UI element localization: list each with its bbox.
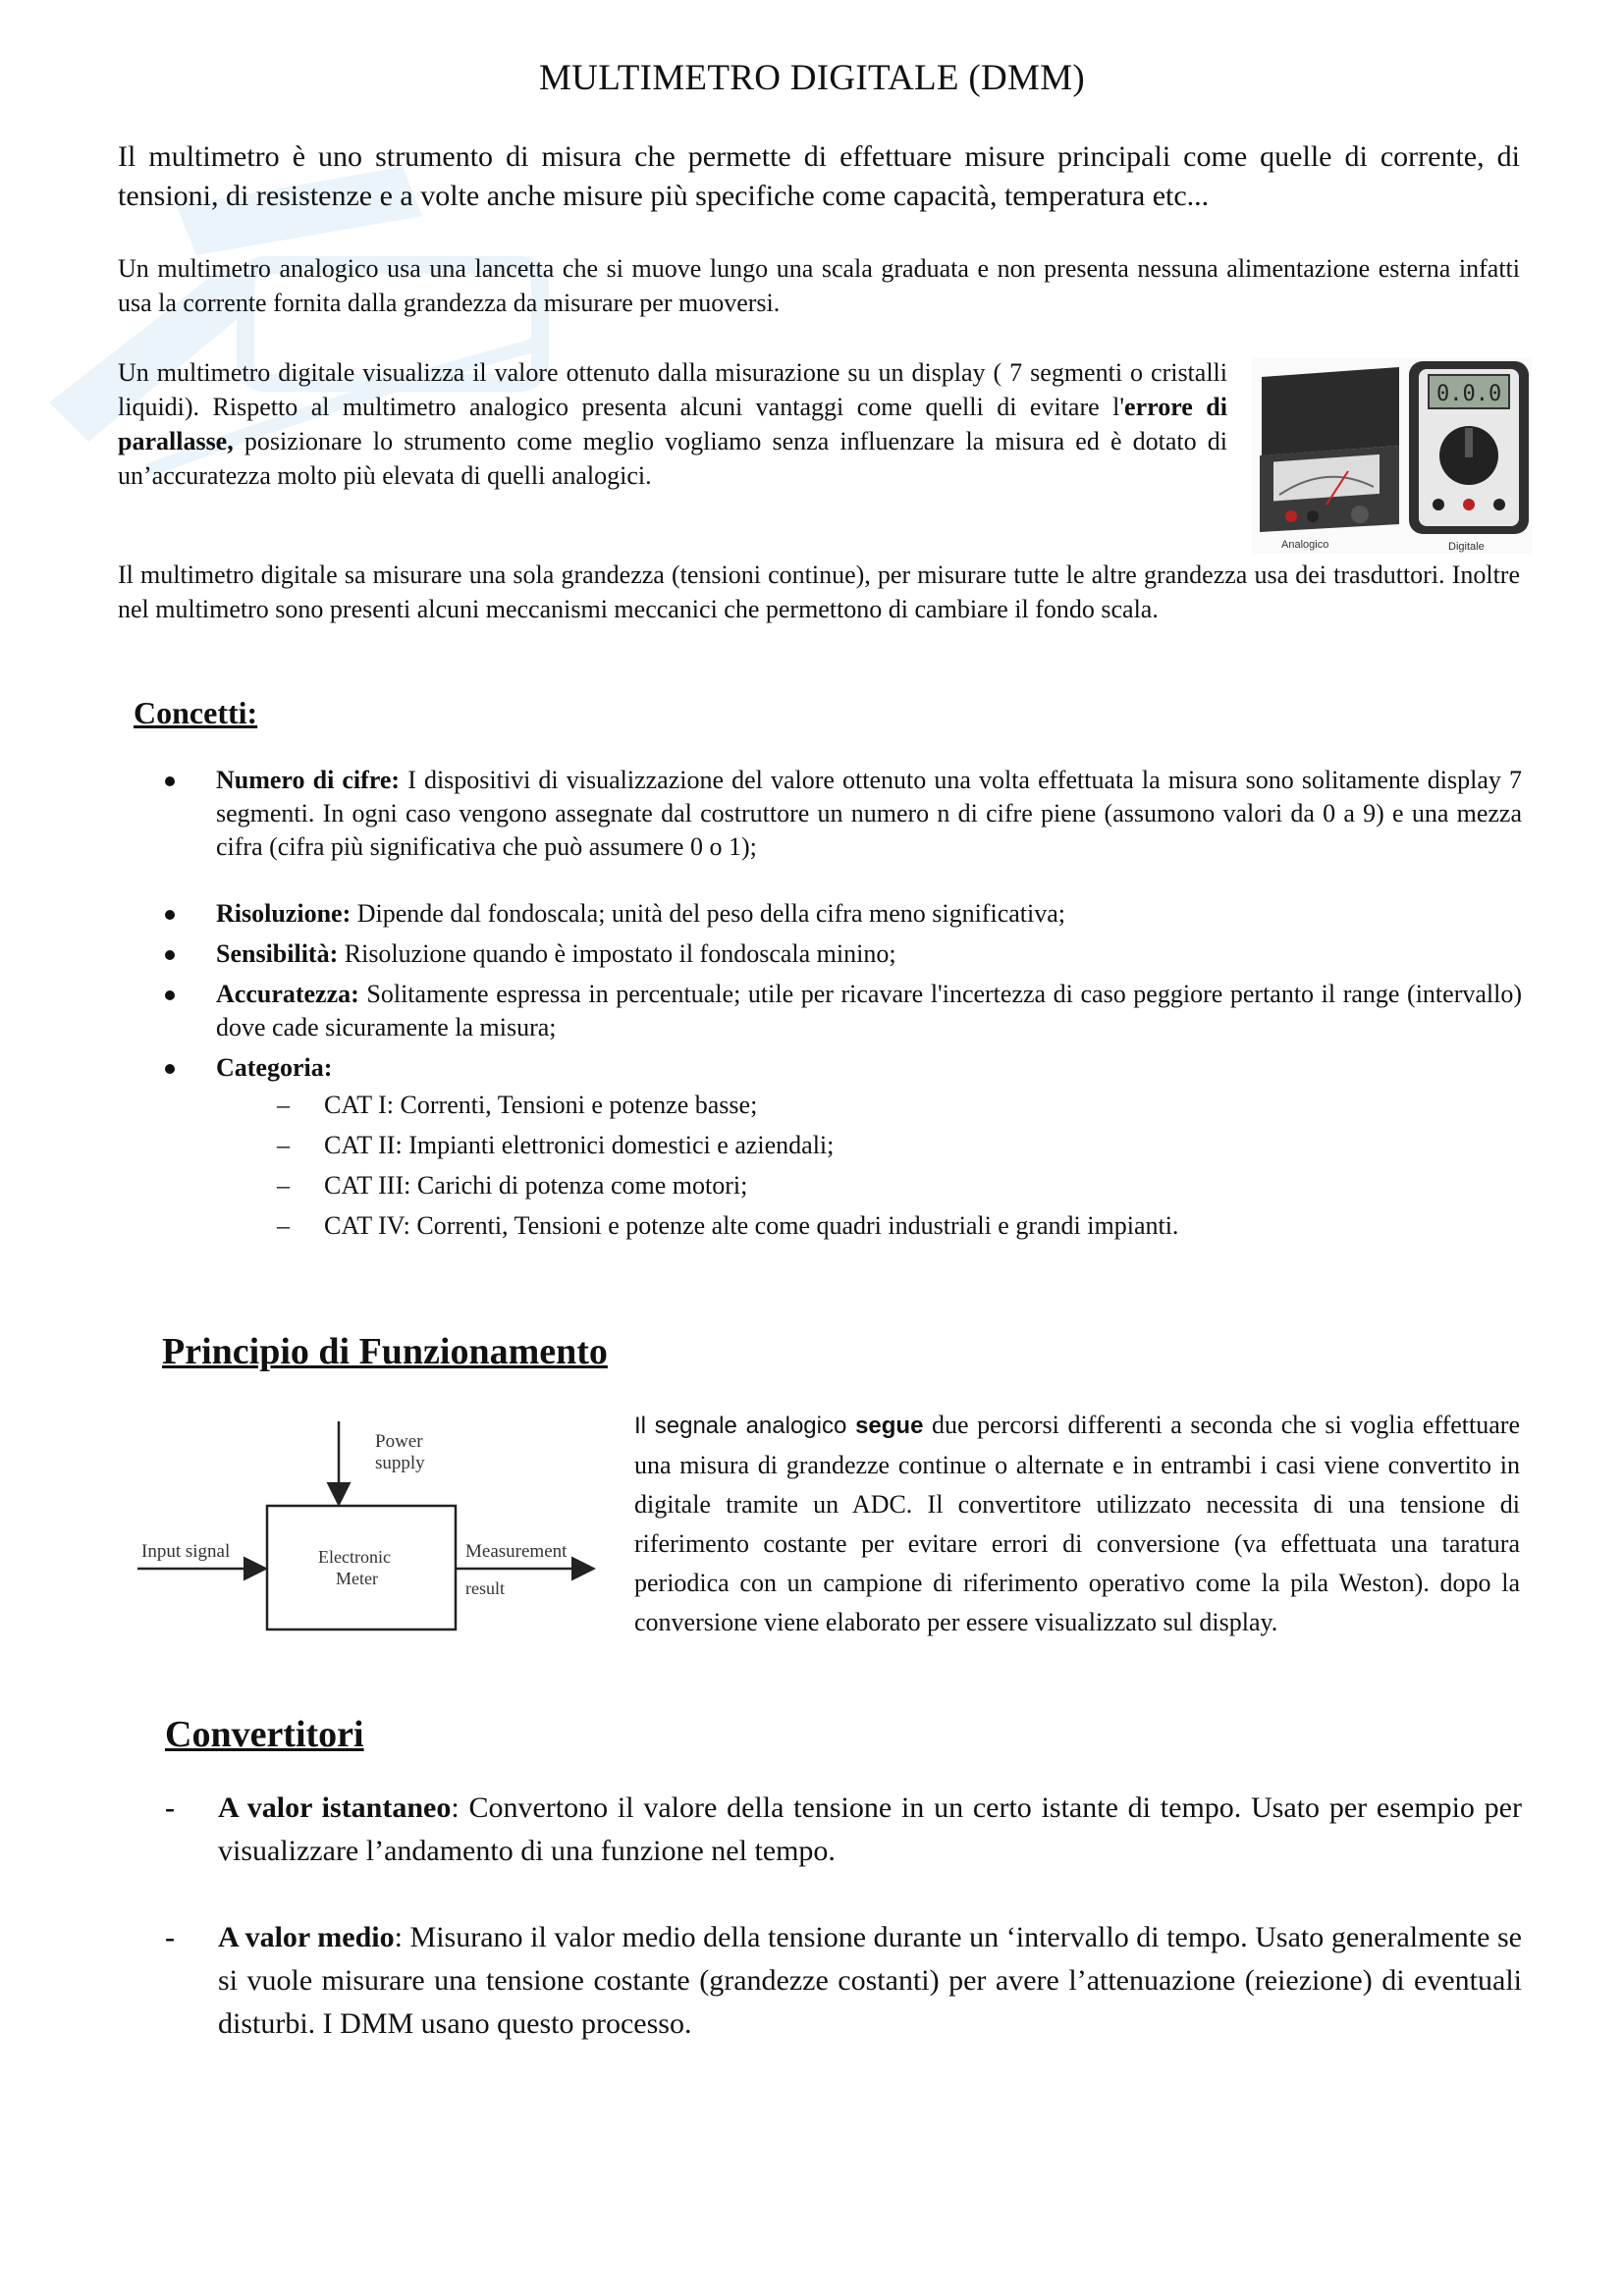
term: Risoluzione: [216, 899, 352, 928]
bullet-dot-icon [165, 990, 175, 1000]
list-item [157, 764, 1522, 864]
bullet-dot-icon [165, 776, 175, 786]
category-label: CAT IV: [324, 1211, 410, 1240]
principio-paragraph [634, 1406, 1520, 1642]
definition: : Misurano il valor medio della tensione durante un ‘intervallo di tempo. Usato generalmente se si vuole misurare una tensione costante (grandezze costanti) per avere l’attenuazione (reiezione) di eventuali disturbi. I DMM usano questo processo. [218, 1921, 1522, 2040]
term: A valor istantaneo [218, 1791, 452, 1824]
definition: Solitamente espressa in percentuale; utile per ricavare l'incertezza di caso peggiore pertanto il range (intervallo) dove cade sicuramente la misura; [216, 980, 1522, 1041]
category-label: CAT I: [324, 1091, 395, 1119]
power-label-2: supply [375, 1453, 425, 1473]
digital-caption: Digitale [1448, 541, 1485, 553]
list-item [157, 1051, 1522, 1246]
category-item [216, 1125, 1522, 1165]
list-item [165, 1787, 1522, 1873]
digital-multimeter-image [1409, 361, 1529, 534]
multimeter-photo [1252, 357, 1532, 554]
dash-marker: – [277, 1171, 290, 1200]
trasduttori-paragraph: Il multimetro digitale sa misurare una sola grandezza (tensioni continue), per misurare tutte le altre grandezza usa dei trasduttori. Inoltre nel multimetro sono presenti alcuni meccanismi meccanici che permettono di cambiare il fondo scala. [118, 561, 1520, 623]
list-item [157, 897, 1522, 931]
term: Categoria: [216, 1053, 333, 1082]
principio-text: due percorsi differenti a seconda che si voglia effettuare una misura di grandezze continue o alternate e in entrambi i casi viene convertito in digitale tramite un ADC. Il convertitore utilizzato necessita di una tensione di riferimento costante per evitare errori di conversione (va effettuata una taratura periodica con un campione di riferimento operativo come la pila Weston). dopo la conversione viene elaborato per essere visualizzato sul display. [634, 1411, 1520, 1636]
dash-marker: – [277, 1211, 290, 1240]
dash-marker: – [277, 1091, 290, 1119]
term: A valor medio [218, 1921, 395, 1953]
convertitori-heading: Convertitori [165, 1714, 364, 1755]
concetti-heading: Concetti: [134, 695, 258, 730]
principio-lead: Il segnale analogico [634, 1413, 856, 1439]
intro-paragraph: Il multimetro è uno strumento di misura che permette di effettuare misure principali come quelle di corrente, di tensioni, di resistenze e a volte anche misure più specifiche come capacità, temperatura etc... [118, 140, 1520, 212]
dash-marker: - [165, 1791, 175, 1824]
bullet-dot-icon [165, 910, 175, 920]
category-label: CAT III: [324, 1171, 411, 1200]
definition: Dipende dal fondoscala; unità del peso della cifra meno significativa; [351, 899, 1065, 928]
list-item [157, 978, 1522, 1044]
digital-paragraph [118, 355, 1227, 493]
digital-text-1: Un multimetro digitale visualizza il valore ottenuto dalla misurazione su un display ( 7 segmenti o cristalli liquidi). Rispetto al multimetro analogico presenta alcuni vantaggi come quelli di evitare l' [118, 358, 1227, 421]
principio-heading: Principio di Funzionamento [162, 1331, 608, 1372]
term: Sensibilità: [216, 939, 339, 968]
analog-paragraph: Un multimetro analogico usa una lancetta che si muove lungo una scala graduata e non presenta nessuna alimentazione esterna infatti usa la corrente fornita dalla grandezza da misurare per muoversi. [118, 254, 1520, 317]
electronic-meter-diagram [137, 1414, 599, 1639]
principio-lead-bold: segue [855, 1413, 924, 1439]
box-label-1: Electronic [318, 1547, 391, 1567]
digital-text-2: posizionare lo strumento come meglio vogliamo senza influenzare la misura ed è dotato di un’accuratezza molto più elevata di quelli analogici. [118, 427, 1227, 490]
definition: Risoluzione quando è impostato il fondoscala minino; [338, 939, 896, 968]
list-item [165, 1916, 1522, 2046]
category-item [216, 1165, 1522, 1205]
box-label-2: Meter [336, 1569, 378, 1588]
category-item [216, 1085, 1522, 1125]
category-text: Correnti, Tensioni e potenze basse; [394, 1091, 758, 1119]
category-text: Correnti, Tensioni e potenze alte come quadri industriali e grandi impianti. [409, 1211, 1179, 1240]
analog-multimeter-image [1260, 367, 1399, 532]
dash-marker: - [165, 1921, 175, 1953]
display-digits: 0.0.0 [1436, 382, 1502, 406]
input-label: Input signal [141, 1541, 231, 1562]
category-text: Carichi di potenza come motori; [410, 1171, 748, 1200]
page-title: MULTIMETRO DIGITALE (DMM) [538, 58, 1086, 98]
definition: : Convertono il valore della tensione in un certo istante di tempo. Usato per esempio per visualizzare l’andamento di una funzione nel tempo. [218, 1791, 1522, 1867]
concetti-list [157, 764, 1522, 1253]
category-text: Impianti elettronici domestici e aziendali; [402, 1131, 835, 1159]
list-item [157, 937, 1522, 971]
category-item [216, 1205, 1522, 1246]
definition: I dispositivi di visualizzazione del valore ottenuto una volta effettuata la misura sono solitamente display 7 segmenti. In ogni caso vengono assegnate dal costruttore un numero n di cifre piene (assumono valori da 0 a 9) e una mezza cifra (cifra più significativa che può assumere 0 o 1); [216, 766, 1522, 861]
dash-marker: – [277, 1131, 290, 1159]
analog-caption: Analogico [1281, 539, 1329, 551]
meter-block [267, 1506, 456, 1629]
term: Accuratezza: [216, 980, 359, 1008]
power-label-1: Power [375, 1431, 423, 1452]
convertitori-list [165, 1787, 1522, 2089]
digital-text-bold: errore di parallasse, [118, 393, 1227, 455]
term: Numero di cifre: [216, 766, 401, 794]
bullet-dot-icon [165, 950, 175, 960]
categorie-list [216, 1085, 1522, 1246]
category-label: CAT II: [324, 1131, 403, 1159]
output-label-1: Measurement [465, 1541, 568, 1562]
bullet-dot-icon [165, 1064, 175, 1074]
output-label-2: result [465, 1578, 505, 1598]
